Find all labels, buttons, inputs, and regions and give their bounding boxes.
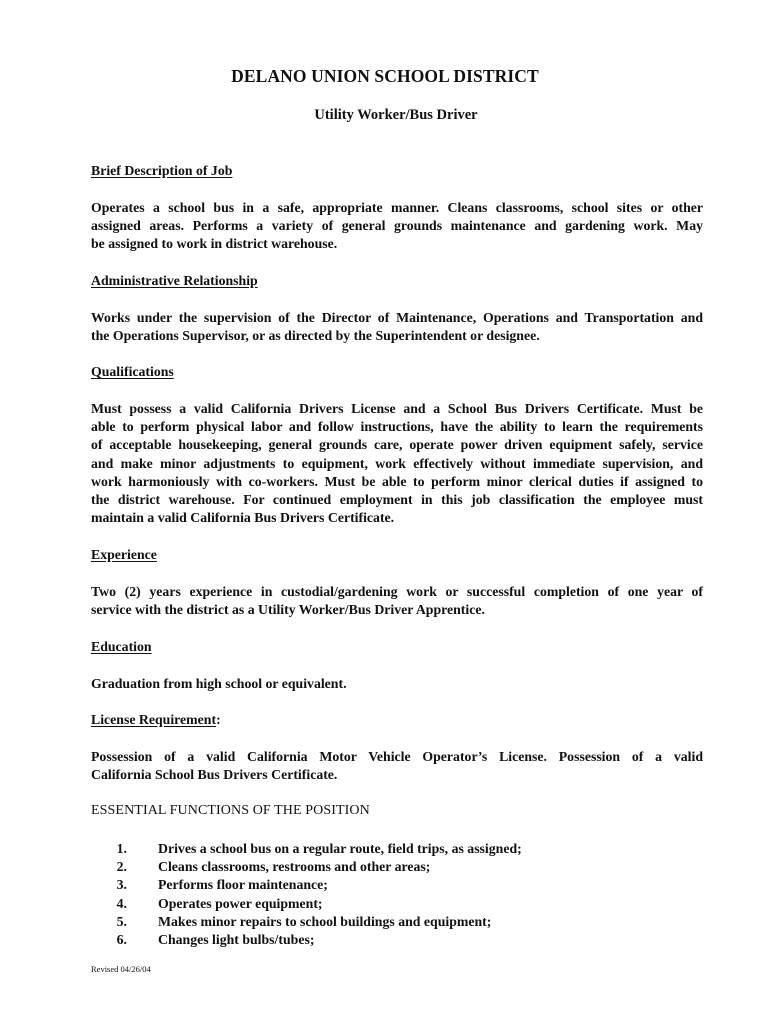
brief-line-2: assigned areas. Performs a variety of general grounds maintenance and gardening work. May [91,218,703,234]
admin-line-2: the Operations Supervisor, or as directed by the Superintendent or designee. [91,328,540,344]
list-item-text: Operates power equipment; [158,895,323,911]
list-item-number: 1. [116,841,127,856]
qual-line-6: the district warehouse. For continued employment in this job classification the employee must [91,492,703,508]
exp-line-2: service with the district as a Utility Worker/Bus Driver Apprentice. [91,602,485,618]
license-requirement-heading [91,712,221,728]
essential-functions-heading: ESSENTIAL FUNCTIONS OF THE POSITION [91,803,370,818]
essential-functions-list [91,840,522,949]
document-subtitle: Utility Worker/Bus Driver [314,107,478,123]
list-item-text: Performs floor maintenance; [158,877,328,893]
edu-line-1: Graduation from high school or equivalent. [91,676,347,691]
list-item-number: 6. [116,931,127,947]
experience-heading: Experience [91,547,157,562]
admin-line-1: Works under the supervision of the Director of Maintenance, Operations and Transportation and [91,310,703,325]
list-item-number: 2. [116,859,127,875]
list-item [91,913,492,931]
brief-line-3: be assigned to work in district warehouse. [91,236,338,252]
brief-line-1: Operates a school bus in a safe, appropriate manner. Cleans classrooms, school sites or other [91,200,703,215]
list-item-number: 3. [116,877,127,893]
list-item-text: Drives a school bus on a regular route, field trips, as assigned; [158,841,522,856]
list-item-number: 4. [116,895,127,911]
license-requirement-text [91,748,703,784]
list-item-text: Cleans classrooms, restrooms and other areas; [158,859,431,875]
qualifications-text [91,400,703,527]
list-item [91,858,431,876]
license-requirement-heading-colon: : [216,712,221,727]
qual-line-3: of acceptable housekeeping, general grounds care, operate power driven equipment safely, service [91,437,703,453]
qual-line-7: maintain a valid California Bus Drivers Certificate. [91,510,395,526]
qualifications-heading: Qualifications [91,364,174,379]
qual-line-4: and make minor adjustments to equipment, work effectively without immediate supervision, and [91,455,703,471]
qual-line-2: able to perform physical labor and follow instructions, have the ability to learn the requirements [91,419,703,435]
experience-text [91,583,703,619]
list-item [91,931,315,949]
document-title: DELANO UNION SCHOOL DISTRICT [231,66,539,86]
list-item [91,876,328,894]
qual-line-1: Must possess a valid California Drivers License and a School Bus Drivers Certificate. Must be [91,401,703,416]
administrative-relationship-text [91,309,703,345]
license-line-1: Possession of a valid California Motor Vehicle Operator’s License. Possession of a valid [91,749,703,764]
exp-line-1: Two (2) years experience in custodial/gardening work or successful completion of one year of [91,584,703,599]
qual-line-5: work harmoniously with co-workers. Must be able to perform minor clerical duties if assigned to [91,473,703,489]
list-item-text: Changes light bulbs/tubes; [158,931,315,947]
education-heading: Education [91,639,152,654]
license-requirement-heading-text: License Requirement [91,712,217,727]
list-item-number: 5. [116,913,127,929]
administrative-relationship-heading: Administrative Relationship [91,273,258,288]
education-text [91,675,703,693]
list-item [91,895,323,913]
list-item [91,840,522,858]
revision-date: Revised 04/26/04 [91,964,151,974]
brief-description-text [91,199,703,254]
brief-description-heading: Brief Description of Job [91,163,233,178]
list-item-text: Makes minor repairs to school buildings and equipment; [158,913,492,929]
license-line-2: California School Bus Drivers Certificate. [91,767,338,783]
